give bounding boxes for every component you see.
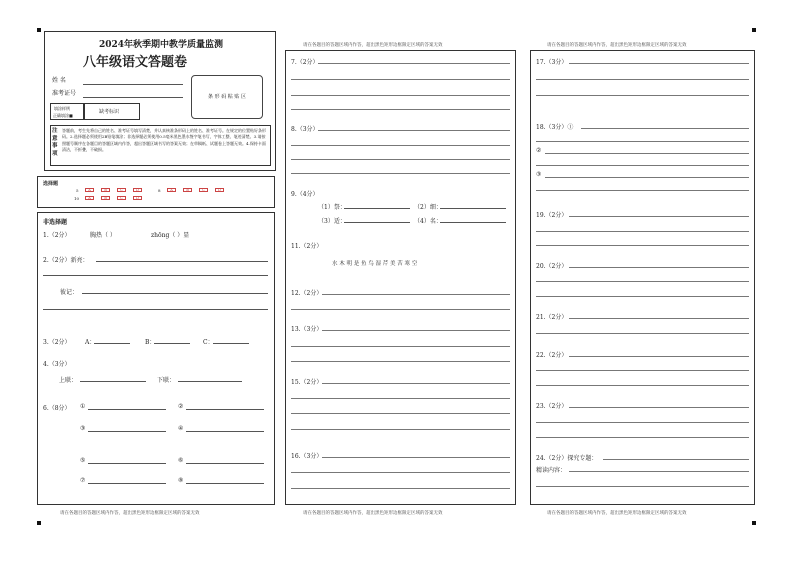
q6-item-line[interactable] xyxy=(88,431,166,432)
q1-answer-a[interactable]: 胸热（ ） xyxy=(90,232,116,239)
q2-answer-line[interactable] xyxy=(96,261,268,262)
q8-number: 8.（3分） xyxy=(291,126,319,133)
bottom-notice-left: 请在各题目的答题区域内作答，超出黑色矩形边框限定区域的答案无效 xyxy=(60,511,200,516)
q6-item-line[interactable] xyxy=(88,483,166,484)
id-field[interactable] xyxy=(83,97,183,98)
answer-line[interactable] xyxy=(536,245,749,246)
choice-bubble[interactable]: A xyxy=(167,188,176,192)
q6-item-line[interactable] xyxy=(186,431,264,432)
choice-panel xyxy=(37,176,275,208)
answer-line[interactable] xyxy=(291,472,510,473)
q9-part-line[interactable] xyxy=(344,208,410,209)
choice-bubble[interactable]: A xyxy=(85,196,94,200)
q3-b-line[interactable] xyxy=(154,343,190,344)
q16-number: 16.（3分） xyxy=(291,453,323,460)
notes-heading: 注意事项 xyxy=(52,128,58,157)
answer-line[interactable] xyxy=(536,190,749,191)
q4-down-line[interactable] xyxy=(178,381,242,382)
q3-a-label: A： xyxy=(85,339,96,346)
answer-line[interactable] xyxy=(291,413,510,414)
q9-number: 9.（4分） xyxy=(291,191,319,198)
paper-title: 八年级语文答题卷 xyxy=(82,55,187,70)
q2-number: 2.（2分）新亮： xyxy=(43,257,89,264)
answer-line[interactable] xyxy=(536,437,749,438)
fill-example-box xyxy=(50,103,84,120)
right-panel xyxy=(530,50,755,505)
nonchoice-title: 非选择题 xyxy=(43,219,68,226)
q20-number: 20.（2分） xyxy=(536,263,568,270)
answer-line[interactable] xyxy=(536,370,749,371)
q6-number: 6.（8分） xyxy=(43,405,71,412)
fill-example-correct: 正确填涂■ xyxy=(53,113,73,118)
q2-answer-line[interactable] xyxy=(82,293,268,294)
answer-line[interactable] xyxy=(536,141,749,142)
answer-line[interactable] xyxy=(545,177,749,178)
q4-down-label: 下联： xyxy=(157,377,176,384)
q2-sub-label: 彼记： xyxy=(60,289,79,296)
q4-up-line[interactable] xyxy=(80,381,146,382)
notes-box xyxy=(50,125,271,166)
choice-bubble[interactable]: A xyxy=(85,188,94,192)
answer-line[interactable] xyxy=(545,153,749,154)
q6-item-label: ⑥ xyxy=(178,457,184,464)
answer-line[interactable] xyxy=(581,128,749,129)
q23-number: 23.（2分） xyxy=(536,403,568,410)
answer-line[interactable] xyxy=(536,79,749,80)
choice-bubble[interactable]: C xyxy=(199,188,208,192)
answer-line[interactable] xyxy=(569,471,749,472)
answer-line[interactable] xyxy=(569,63,749,64)
q7-number: 7.（2分） xyxy=(291,59,319,66)
choice-bubble[interactable]: B xyxy=(101,196,110,200)
choice-bubble[interactable]: B xyxy=(183,188,192,192)
answer-line[interactable] xyxy=(536,95,749,96)
notes-text: 答题前，考生先将自己的姓名、准考证号填写清楚，并认真核准条形码上的姓名、准考证号。在规定的位置贴好条形码。2.选择题必须使用2B铅笔填涂；非选择题必须使用0.5毫米黑色墨水签字笔书写，字体工整、笔迹清楚。3.请按照题号顺序在各题目的答题区域内作答，超出答题区域书写的答案无效；在草稿纸、试题卷上答题无效。4.保持卡面清洁，不折叠，不破损。 xyxy=(62,128,266,152)
fill-example-label: 填涂样例 xyxy=(54,106,70,111)
q6-item-line[interactable] xyxy=(88,409,166,410)
q6-item-label: ⑧ xyxy=(178,477,184,484)
answer-line[interactable] xyxy=(291,309,510,310)
q24-sub-label: 精读内容： xyxy=(536,467,567,474)
exam-title: 2024年秋季期中教学质量监测 xyxy=(98,40,224,50)
answer-line[interactable] xyxy=(536,281,749,282)
choice-bubble[interactable]: D xyxy=(215,188,224,192)
name-field[interactable] xyxy=(83,84,183,85)
registration-mark xyxy=(37,521,41,525)
q18-item-label: ② xyxy=(536,147,542,154)
answer-line[interactable] xyxy=(536,231,749,232)
answer-line[interactable] xyxy=(291,346,510,347)
q3-c-line[interactable] xyxy=(213,343,249,344)
nonchoice-panel xyxy=(37,212,275,505)
q4-up-label: 上联： xyxy=(59,377,78,384)
q11-number: 11.（2分） xyxy=(291,243,323,250)
q9-part-label: （3）适： xyxy=(318,218,346,225)
q6-item-label: ③ xyxy=(80,425,86,432)
top-notice-right: 请在各题目的答题区域内作答，超出黑色矩形边框限定区域的答案无效 xyxy=(547,43,687,48)
id-label: 准考证号 xyxy=(52,90,77,97)
answer-line[interactable] xyxy=(291,398,510,399)
q4-number: 4.（3分） xyxy=(43,361,71,368)
q2-answer-line[interactable] xyxy=(43,309,268,310)
q6-item-label: ⑦ xyxy=(80,477,86,484)
answer-line[interactable] xyxy=(322,457,510,458)
answer-line[interactable] xyxy=(318,130,510,131)
answer-line[interactable] xyxy=(291,79,510,80)
q3-a-line[interactable] xyxy=(94,343,130,344)
q9-part-label: （1）祭： xyxy=(318,204,346,211)
q12-number: 12.（2分） xyxy=(291,290,323,297)
middle-panel xyxy=(285,50,516,505)
q19-number: 19.（2分） xyxy=(536,212,568,219)
q3-c-label: C： xyxy=(203,339,214,346)
q3-number: 3.（2分） xyxy=(43,339,71,346)
q1-number: 1.（2分） xyxy=(43,232,71,239)
absent-box[interactable] xyxy=(84,103,140,120)
choice-num: 8 xyxy=(158,188,161,193)
q6-item-label: ② xyxy=(178,403,184,410)
answer-line[interactable] xyxy=(291,361,510,362)
answer-line[interactable] xyxy=(536,165,749,166)
q15-number: 15.（2分） xyxy=(291,379,323,386)
answer-line[interactable] xyxy=(536,486,749,487)
q9-part-label: （4）名： xyxy=(414,218,442,225)
answer-line[interactable] xyxy=(291,159,510,160)
name-label: 姓 名 xyxy=(52,77,66,84)
q9-part-label: （2）细： xyxy=(414,204,442,211)
q6-item-line[interactable] xyxy=(186,483,264,484)
q11-text: 水 木 明 是 鱼 鸟 湿 芹 美 苦 寒 空 xyxy=(332,261,418,267)
answer-line[interactable] xyxy=(569,318,749,319)
choice-bubble[interactable]: C xyxy=(117,188,126,192)
q9-part-line[interactable] xyxy=(440,208,506,209)
bottom-notice-mid: 请在各题目的答题区域内作答，超出黑色矩形边框限定区域的答案无效 xyxy=(303,511,443,516)
registration-mark xyxy=(752,521,756,525)
q18-number: 18.（3分）① xyxy=(536,124,574,131)
answer-line[interactable] xyxy=(536,385,749,386)
q24-number: 24.（2分）探究专题： xyxy=(536,455,598,462)
q2-answer-line[interactable] xyxy=(43,275,268,276)
q22-number: 22.（2分） xyxy=(536,352,568,359)
q6-item-line[interactable] xyxy=(88,463,166,464)
bottom-notice-right: 请在各题目的答题区域内作答，超出黑色矩形边框限定区域的答案无效 xyxy=(547,511,687,516)
absent-label: 缺考标识 xyxy=(99,109,120,115)
answer-line[interactable] xyxy=(291,145,510,146)
q6-item-line[interactable] xyxy=(186,463,264,464)
q9-part-line[interactable] xyxy=(440,222,506,223)
header-panel xyxy=(44,31,276,171)
answer-line[interactable] xyxy=(536,296,749,297)
q3-b-label: B： xyxy=(145,339,156,346)
registration-mark xyxy=(37,28,41,32)
barcode-area xyxy=(191,75,263,119)
answer-line[interactable] xyxy=(536,422,749,423)
answer-line[interactable] xyxy=(291,109,510,110)
q9-part-line[interactable] xyxy=(344,222,410,223)
choice-bubble[interactable]: B xyxy=(101,188,110,192)
choice-bubble[interactable]: C xyxy=(117,196,126,200)
choice-num: 5 xyxy=(76,188,79,193)
answer-line[interactable] xyxy=(603,459,749,460)
q18-item-label: ③ xyxy=(536,171,542,178)
q6-item-label: ① xyxy=(80,403,86,410)
barcode-label: 条 形 码 粘 贴 区 xyxy=(208,94,246,100)
answer-line[interactable] xyxy=(322,294,510,295)
q13-number: 13.（3分） xyxy=(291,326,323,333)
q1-answer-b[interactable]: zhōng（ ）显 xyxy=(151,232,190,239)
choice-bubble[interactable]: D xyxy=(133,196,142,200)
choice-bubble[interactable]: D xyxy=(133,188,142,192)
answer-line[interactable] xyxy=(291,95,510,96)
answer-line[interactable] xyxy=(569,267,749,268)
answer-line[interactable] xyxy=(322,383,510,384)
answer-line[interactable] xyxy=(569,356,749,357)
choice-title: 选择题 xyxy=(43,181,59,187)
answer-line[interactable] xyxy=(569,407,749,408)
q21-number: 21.（2分） xyxy=(536,314,568,321)
registration-mark xyxy=(752,28,756,32)
answer-line[interactable] xyxy=(569,216,749,217)
answer-line[interactable] xyxy=(322,330,510,331)
answer-line[interactable] xyxy=(318,63,510,64)
q6-item-label: ④ xyxy=(178,425,184,432)
q17-number: 17.（3分） xyxy=(536,59,568,66)
answer-line[interactable] xyxy=(291,488,510,489)
answer-line[interactable] xyxy=(291,173,510,174)
q6-item-line[interactable] xyxy=(186,409,264,410)
q6-item-label: ⑤ xyxy=(80,457,86,464)
choice-num: 10 xyxy=(74,196,80,201)
top-notice-mid: 请在各题目的答题区域内作答，超出黑色矩形边框限定区域的答案无效 xyxy=(303,43,443,48)
answer-line[interactable] xyxy=(536,333,749,334)
answer-line[interactable] xyxy=(291,429,510,430)
